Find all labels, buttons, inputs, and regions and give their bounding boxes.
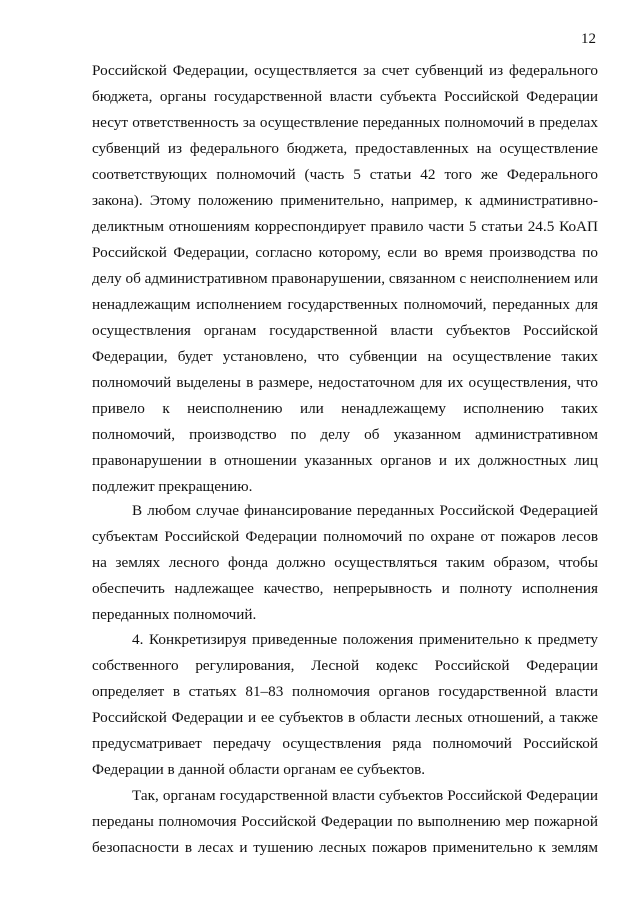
text-line: собственного регулирования, Лесной кодекс Российской Федерации <box>92 657 598 674</box>
text-line: 4. Конкретизируя приведенные положения применительно к предмету <box>132 631 598 648</box>
paragraph-1 <box>92 58 598 500</box>
text-line: правонарушении в отношении указанных органов и их должностных лиц <box>92 452 598 469</box>
text-line: полномочий, производство по делу об указанном административном <box>92 426 598 443</box>
text-line: соответствующих полномочий (часть 5 статьи 42 того же Федерального <box>92 166 598 183</box>
text-line: субвенций из федерального бюджета, предоставленных на осуществление <box>92 140 598 157</box>
text-line: ненадлежащим исполнением государственных полномочий, переданных для <box>92 296 598 313</box>
text-line: на землях лесного фонда должно осуществляться таким образом, чтобы <box>92 554 598 571</box>
text-line: обеспечить надлежащее качество, непрерывность и полноту исполнения <box>92 580 598 597</box>
text-line: Российской Федерации, согласно которому, если во время производства по <box>92 244 598 261</box>
paragraph-2 <box>92 498 598 628</box>
text-line: делу об административном правонарушении, связанном с неисполнением или <box>92 270 598 287</box>
paragraph-4 <box>92 783 598 861</box>
text-line: деликтным отношениям корреспондирует правило части 5 статьи 24.5 КоАП <box>92 218 598 235</box>
text-line: переданы полномочия Российской Федерации по выполнению мер пожарной <box>92 813 598 830</box>
text-line: полномочий выделены в размере, недостаточном для их осуществления, что <box>92 374 598 391</box>
text-line: Российской Федерации, осуществляется за счет субвенций из федерального <box>92 62 598 79</box>
text-line: определяет в статьях 81–83 полномочия органов государственной власти <box>92 683 598 700</box>
text-line: привело к неисполнению или ненадлежащему исполнению таких <box>92 400 598 417</box>
text-line: несут ответственность за осуществление переданных полномочий в пределах <box>92 114 598 131</box>
text-line: Российской Федерации и ее субъектов в области лесных отношений, а также <box>92 709 598 726</box>
text-line: закона). Этому положению применительно, например, к административно- <box>92 192 598 209</box>
text-line: Федерации, будет установлено, что субвенции на осуществление таких <box>92 348 598 365</box>
text-line: Так, органам государственной власти субъектов Российской Федерации <box>132 787 598 804</box>
text-line: субъектам Российской Федерации полномочий по охране от пожаров лесов <box>92 528 598 545</box>
text-line: осуществления органам государственной власти субъектов Российской <box>92 322 598 339</box>
text-line: безопасности в лесах и тушению лесных пожаров применительно к землям <box>92 839 598 856</box>
text-line: переданных полномочий. <box>92 606 257 623</box>
paragraph-3 <box>92 627 598 783</box>
text-line: В любом случае финансирование переданных Российской Федерацией <box>132 502 598 519</box>
text-line: Федерации в данной области органам ее субъектов. <box>92 761 426 778</box>
text-line: подлежит прекращению. <box>92 478 253 495</box>
text-line: бюджета, органы государственной власти субъекта Российской Федерации <box>92 88 598 105</box>
text-line: предусматривает передачу осуществления ряда полномочий Российской <box>92 735 598 752</box>
page-number: 12 <box>581 31 596 47</box>
